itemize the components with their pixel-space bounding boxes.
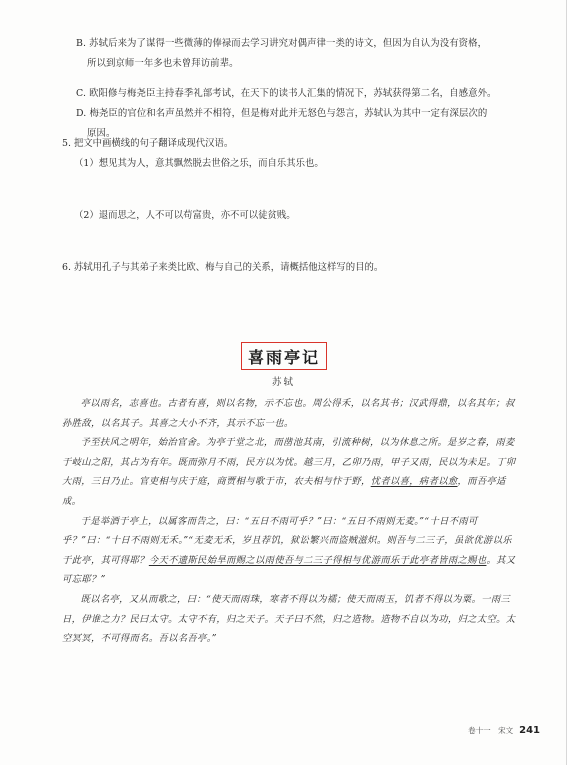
page-footer bbox=[400, 723, 540, 737]
essay-paragraph-3-text: 于是举酒于亭上，以属客而告之，曰：“五日不雨可乎？”曰：“五日不雨则无麦。”“十日不雨可乎？”曰：“十日不雨则无禾。”“无麦无禾，岁且荐饥，狱讼繁兴而盗贼滋炽。则吾与二三子，虽欲优游以乐于此亭，其可得耶？ bbox=[62, 515, 512, 566]
option-c bbox=[76, 84, 516, 104]
question-5-sentence-2: （2）退而思之，人不可以苟富贵，亦不可以徒贫贱。 bbox=[74, 210, 296, 221]
essay-paragraph-2-end: ，而吾亭适成。 bbox=[62, 476, 506, 507]
essay-title-box bbox=[241, 342, 327, 370]
essay-paragraph-3-end: 。其又可忘耶？” bbox=[62, 554, 516, 586]
page-number: 241 bbox=[519, 724, 540, 736]
essay-paragraph-2 bbox=[62, 433, 520, 511]
essay-paragraph-3 bbox=[62, 512, 520, 590]
essay-body bbox=[62, 394, 520, 649]
question-5-prompt: 5. 把文中画横线的句子翻译成现代汉语。 bbox=[62, 138, 234, 149]
question-6-prompt: 6. 苏轼用孔子与其弟子来类比欧、梅与自己的关系，请概括他这样写的目的。 bbox=[62, 262, 384, 273]
option-d-line1: D. 梅尧臣的官位和名声虽然并不相符，但是梅对此并无怒色与怨言，苏轼认为其中一定有深层次的 bbox=[76, 108, 488, 119]
question-5-sentence-1: （1）想见其为人，意其飘然脱去世俗之乐，而自乐其乐也。 bbox=[74, 158, 324, 169]
essay-author: 苏轼 bbox=[271, 377, 295, 388]
essay-paragraph-2-text: 予至扶风之明年，始治官舍。为亭于堂之北，而凿池其南，引流种树，以为休息之所。是岁之春，雨麦于岐山之阳，其占为有年。既而弥月不雨，民方以为忧。越三月，乙卯乃雨，甲子又雨，民以为未足。丁卯大雨，三日乃止。官吏相与庆于庭，商贾相与歌于市，农夫相与忭于野， bbox=[62, 437, 516, 488]
chapter-label: 卷十一 宋文 bbox=[468, 725, 514, 735]
underlined-sentence-2: 今天不遗斯民始旱而赐之以雨使吾与二三子得相与优游而乐于此亭者皆雨之赐也 bbox=[148, 554, 487, 566]
essay-paragraph-1: 亭以雨名，志喜也。古者有喜，则以名物，示不忘也。周公得禾，以名其书；汉武得鼎，以名其年；叔孙胜敌，以名其子。其喜之大小不齐，其示不忘一也。 bbox=[62, 398, 515, 429]
underlined-sentence-1: 忧者以喜，病者以愈 bbox=[370, 476, 458, 488]
essay-paragraph-4: 既以名亭，又从而歌之，曰：“使天而雨珠，寒者不得以为襦；使天而雨玉，饥者不得以为粟。一雨三日，伊谁之力？民曰太守。太守不有，归之天子。天子曰不然，归之造物。造物不自以为功，归之太空。太空冥冥，不可得而名。吾以名吾亭。” bbox=[62, 593, 516, 645]
option-c-line1: C. 欧阳修与梅尧臣主持春季礼部考试，在天下的读书人汇集的情况下，苏轼获得第二名，自感意外。 bbox=[76, 88, 497, 99]
option-b-line2: 所以到京师一年多也未曾拜访前辈。 bbox=[87, 58, 239, 69]
option-b bbox=[76, 34, 516, 74]
option-d-line2: 原因。 bbox=[87, 128, 116, 139]
essay-title: 喜雨亭记 bbox=[247, 347, 320, 367]
option-b-line1: B. 苏轼后来为了谋得一些微薄的俸禄而去学习讲究对偶声律一类的诗文，但因为自认为没有资格， bbox=[76, 38, 488, 49]
